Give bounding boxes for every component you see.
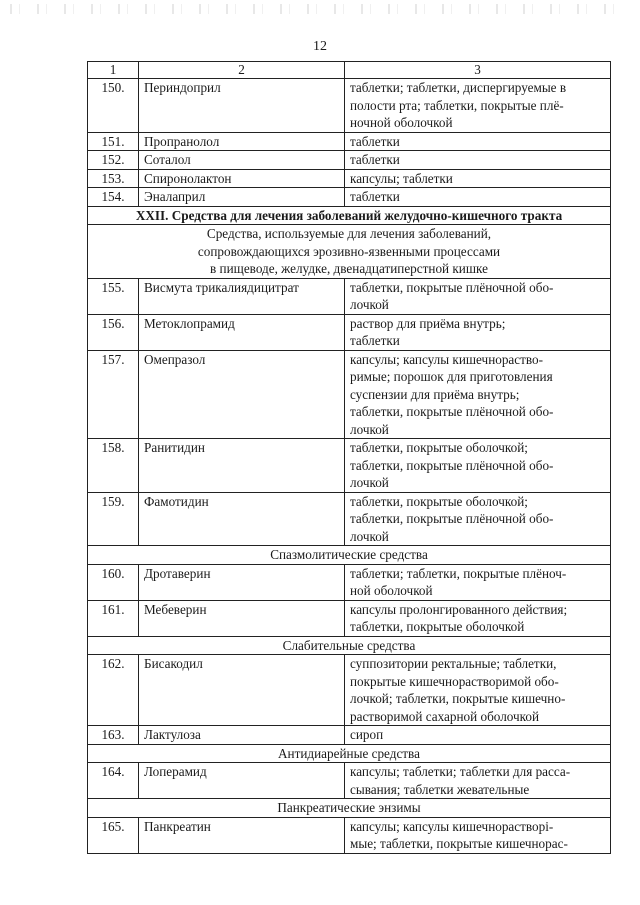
dosage-form <box>345 350 611 439</box>
dosage-form <box>345 132 611 151</box>
dosage-form <box>345 655 611 726</box>
subsection-heading <box>88 636 611 655</box>
dosage-form-line: ночной оболочкой <box>350 115 453 130</box>
drug-name: Периндоприл <box>139 79 345 133</box>
dosage-form <box>345 314 611 350</box>
drug-name: Соталол <box>139 151 345 170</box>
drug-name: Бисакодил <box>139 655 345 726</box>
section-heading-row <box>88 206 611 225</box>
subsection-heading <box>88 744 611 763</box>
drug-name: Ранитидин <box>139 439 345 493</box>
dosage-form <box>345 492 611 546</box>
dosage-form <box>345 817 611 853</box>
dosage-form <box>345 439 611 493</box>
dosage-form-line: таблетки, покрытые плёночной обо- <box>350 404 554 419</box>
subsection-heading <box>88 799 611 818</box>
table-row <box>88 350 611 439</box>
dosage-form-line: таблетки; таблетки, диспергируемые в <box>350 80 567 95</box>
table-row <box>88 726 611 745</box>
table-row <box>88 817 611 853</box>
item-number: 151. <box>88 132 139 151</box>
subsection-heading-row <box>88 744 611 763</box>
drug-name: Фамотидин <box>139 492 345 546</box>
section-heading: XXII. Средства для лечения заболеваний желудочно-кишечного тракта <box>88 206 611 225</box>
dosage-form <box>345 564 611 600</box>
item-number: 160. <box>88 564 139 600</box>
subsection-heading <box>88 546 611 565</box>
drug-name: Лоперамид <box>139 763 345 799</box>
item-number: 158. <box>88 439 139 493</box>
dosage-form <box>345 763 611 799</box>
subsection-heading-line: сопровождающихся эрозивно-язвенными процессами <box>197 243 501 259</box>
subsection-heading-line: Антидиарейные средства <box>278 745 420 761</box>
dosage-form <box>345 151 611 170</box>
table-row <box>88 564 611 600</box>
drug-name: Висмута трикалиядицитрат <box>139 278 345 314</box>
table-row <box>88 763 611 799</box>
table-row <box>88 169 611 188</box>
dosage-form-line: суппозитории ректальные; таблетки, <box>350 656 557 671</box>
item-number: 157. <box>88 350 139 439</box>
subsection-heading-row <box>88 799 611 818</box>
drug-name: Лактулоза <box>139 726 345 745</box>
table-row <box>88 314 611 350</box>
dosage-form-line: таблетки, покрытые плёночной обо- <box>350 511 554 526</box>
dosage-form-line: капсулы; таблетки <box>350 170 453 186</box>
item-number: 155. <box>88 278 139 314</box>
dosage-form-line: лочкой; таблетки, покрытые кишечно- <box>350 691 566 706</box>
subsection-heading <box>88 225 611 279</box>
dosage-form-line: капсулы; таблетки; таблетки для расса- <box>350 764 571 779</box>
table-body <box>88 62 611 854</box>
dosage-form-line: ной оболочкой <box>350 583 433 598</box>
item-number: 153. <box>88 169 139 188</box>
dosage-form <box>345 79 611 133</box>
table-row <box>88 278 611 314</box>
dosage-form-line: таблетки <box>350 189 400 204</box>
dosage-form-line: таблетки <box>350 333 400 348</box>
drug-name: Панкреатин <box>139 817 345 853</box>
subsection-heading-row <box>88 546 611 565</box>
dosage-form-line: сироп <box>350 727 384 742</box>
dosage-form-line: капсулы; капсулы кишечнорастворі- <box>350 818 554 834</box>
drug-name: Спиронолактон <box>139 169 345 188</box>
drug-name: Дротаверин <box>139 564 345 600</box>
table-row <box>88 79 611 133</box>
drug-name: Эналаприл <box>139 188 345 207</box>
dosage-form <box>345 188 611 207</box>
item-number: 162. <box>88 655 139 726</box>
page-number: 12 <box>313 39 327 54</box>
dosage-form-line: лочкой <box>350 528 389 544</box>
subsection-heading-line: Слабительные средства <box>282 637 416 653</box>
dosage-form-line: римые; порошок для приготовления <box>350 369 553 384</box>
item-number: 152. <box>88 151 139 170</box>
dosage-form-line: таблетки, покрытые плёночной обо- <box>350 457 554 473</box>
dosage-form-line: раствор для приёма внутрь; <box>350 315 506 331</box>
drug-list-table <box>87 61 611 854</box>
dosage-form <box>345 726 611 745</box>
item-number: 163. <box>88 726 139 745</box>
dosage-form-line: суспензии для приёма внутрь; <box>350 386 520 402</box>
dosage-form-line: таблетки, покрытые оболочкой <box>350 619 525 634</box>
item-number: 161. <box>88 600 139 636</box>
dosage-form <box>345 278 611 314</box>
dosage-form-line: таблетки, покрытые плёночной обо- <box>350 279 554 295</box>
item-number: 164. <box>88 763 139 799</box>
dosage-form-line: лочкой <box>350 475 389 490</box>
dosage-form-line: таблетки <box>350 152 400 167</box>
dosage-form-line: мые; таблетки, покрытые кишечнорас- <box>350 836 568 851</box>
item-number: 159. <box>88 492 139 546</box>
subsection-heading-line: Панкреатические энзимы <box>277 800 421 815</box>
table-row <box>88 492 611 546</box>
dosage-form-line: растворимой сахарной оболочкой <box>350 708 540 724</box>
item-number: 156. <box>88 314 139 350</box>
subsection-heading-line: Спазмолитические средства <box>270 547 428 562</box>
drug-name: Пропранолол <box>139 132 345 151</box>
item-number: 150. <box>88 79 139 133</box>
item-number: 154. <box>88 188 139 207</box>
table-row <box>88 600 611 636</box>
dosage-form <box>345 600 611 636</box>
subsection-heading-line: Средства, используемые для лечения заболеваний, <box>206 226 492 241</box>
subsection-heading-row <box>88 636 611 655</box>
column-number-2: 2 <box>139 62 345 79</box>
subsection-heading-line: в пищеводе, желудке, двенадцатиперстной кишке <box>210 261 488 276</box>
table-row <box>88 132 611 151</box>
item-number: 165. <box>88 817 139 853</box>
dosage-form-line: таблетки <box>350 133 400 149</box>
drug-name: Метоклопрамид <box>139 314 345 350</box>
dosage-form-line: капсулы; капсулы кишечнораство- <box>350 351 544 367</box>
drug-name: Омепразол <box>139 350 345 439</box>
column-number-row <box>88 62 611 79</box>
dosage-form-line: лочкой <box>350 421 389 437</box>
table-row <box>88 655 611 726</box>
column-number-3: 3 <box>345 62 611 79</box>
dosage-form-line: капсулы пролонгированного действия; <box>350 601 568 617</box>
dosage-form <box>345 169 611 188</box>
drug-name: Мебеверин <box>139 600 345 636</box>
dosage-form-line: таблетки, покрытые оболочкой; <box>350 440 528 455</box>
dosage-form-line: полости рта; таблетки, покрытые плё- <box>350 97 564 113</box>
scan-artifact-strip <box>10 4 630 14</box>
table-row <box>88 439 611 493</box>
column-number-1: 1 <box>88 62 139 79</box>
table-row <box>88 151 611 170</box>
dosage-form-line: сывания; таблетки жевательные <box>350 781 530 797</box>
dosage-form-line: таблетки; таблетки, покрытые плёноч- <box>350 565 567 581</box>
dosage-form-line: таблетки, покрытые оболочкой; <box>350 493 528 509</box>
dosage-form-line: покрытые кишечнорастворимой обо- <box>350 673 559 689</box>
subsection-heading-row <box>88 225 611 279</box>
dosage-form-line: лочкой <box>350 297 389 312</box>
table-row <box>88 188 611 207</box>
